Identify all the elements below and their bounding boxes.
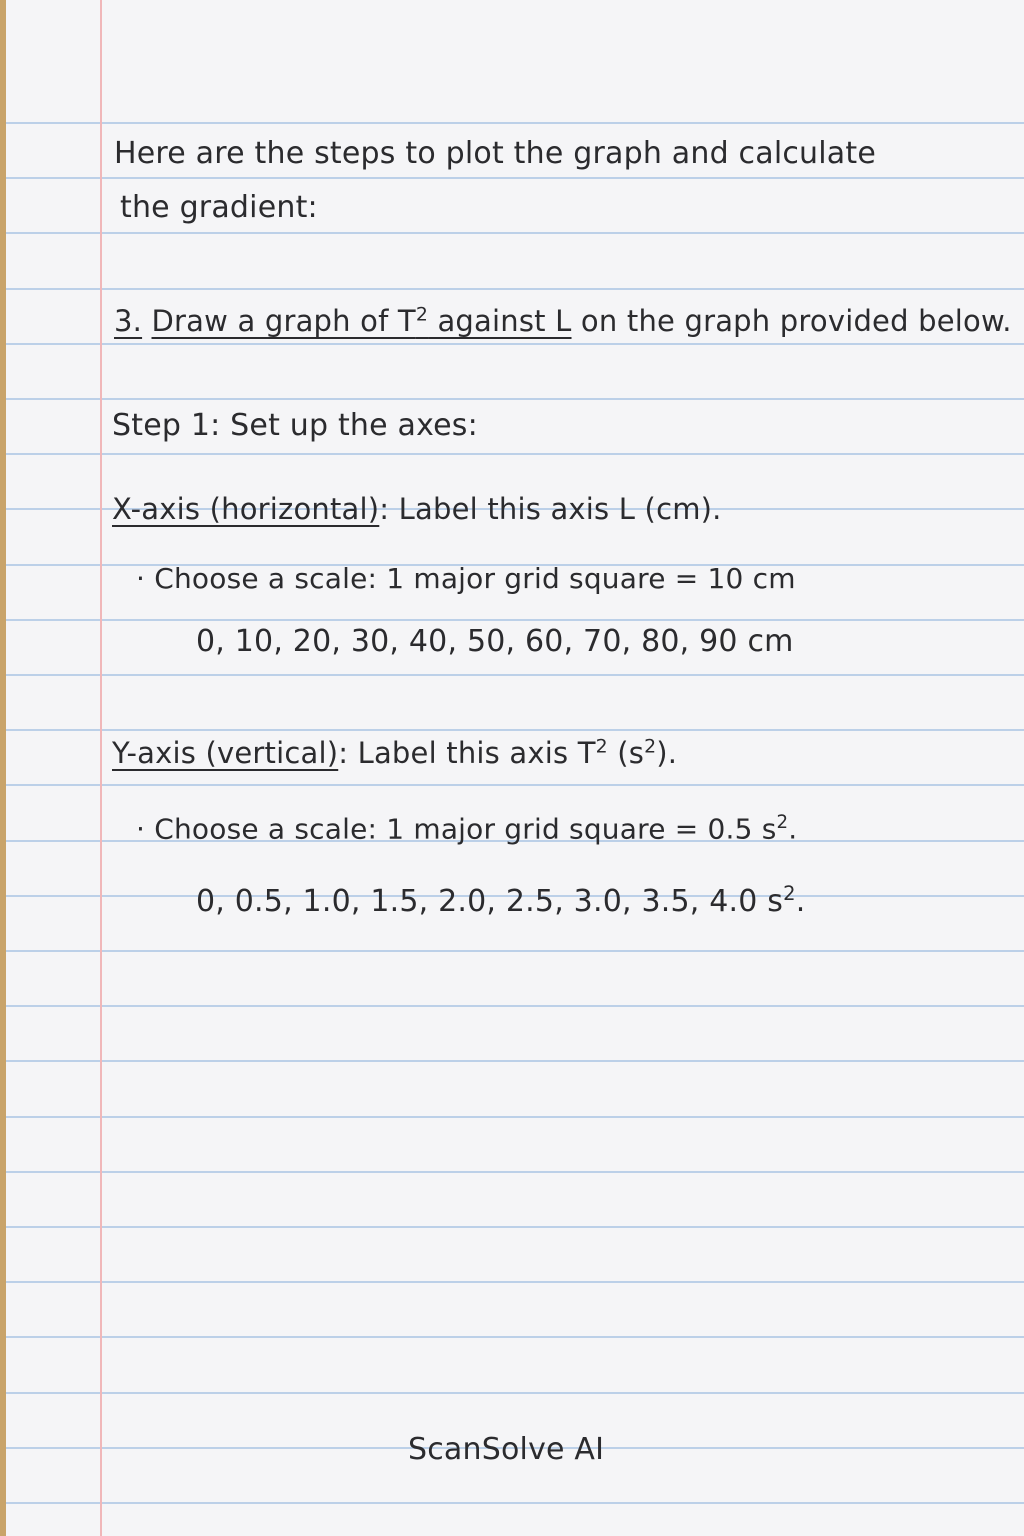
bullet-marker: · [136, 812, 146, 846]
ruled-line [6, 343, 1024, 345]
ruled-line [6, 1502, 1024, 1504]
step-1-heading: Step 1: Set up the axes: [112, 408, 478, 443]
y-axis-line: Y-axis (vertical): Label this axis $T^2$ $(s^2)$. [112, 736, 678, 770]
notebook-page [6, 0, 1024, 1536]
question-number: 3. [114, 304, 143, 338]
question-text-start: Draw a graph of $T^2$ against L [151, 304, 572, 338]
intro-line-1: Here are the steps to plot the graph and calculate [114, 136, 877, 171]
ruled-line [6, 1336, 1024, 1338]
ruled-line [6, 453, 1024, 455]
ruled-line [6, 1116, 1024, 1118]
x-axis-label: X-axis (horizontal) [112, 492, 380, 526]
intro-line-2: the gradient: [120, 190, 318, 225]
ruled-line [6, 288, 1024, 290]
y-axis-values: 0, 0.5, 1.0, 1.5, 2.0, 2.5, 3.0, 3.5, 4.0 $s^2$. [196, 882, 806, 919]
ruled-line [6, 1060, 1024, 1062]
question-text-end: on the graph provided below. [571, 304, 1012, 338]
footer-brand: ScanSolve AI [408, 1432, 605, 1467]
ruled-line [6, 1005, 1024, 1007]
ruled-line [6, 398, 1024, 400]
ruled-line [6, 1171, 1024, 1173]
ruled-line [6, 177, 1024, 179]
ruled-line [6, 950, 1024, 952]
x-axis-scale: · Choose a scale: 1 major grid square = 10 cm [136, 562, 796, 595]
bullet-marker: · [136, 562, 146, 595]
ruled-line [6, 122, 1024, 124]
ruled-line [6, 1226, 1024, 1228]
ruled-line [6, 1392, 1024, 1394]
ruled-line [6, 729, 1024, 731]
y-axis-scale: · Choose a scale: 1 major grid square = 0.5 $s^2$. [136, 812, 798, 846]
y-axis-label: Y-axis (vertical) [112, 736, 339, 770]
ruled-line [6, 784, 1024, 786]
margin-line [100, 0, 102, 1536]
ruled-line [6, 674, 1024, 676]
question-line [114, 304, 1012, 338]
ruled-line [6, 619, 1024, 621]
x-axis-values: 0, 10, 20, 30, 40, 50, 60, 70, 80, 90 cm [196, 624, 794, 659]
x-axis-line [112, 492, 722, 526]
ruled-line [6, 232, 1024, 234]
ruled-line [6, 1281, 1024, 1283]
x-axis-instruction: : Label this axis L (cm). [379, 492, 722, 526]
